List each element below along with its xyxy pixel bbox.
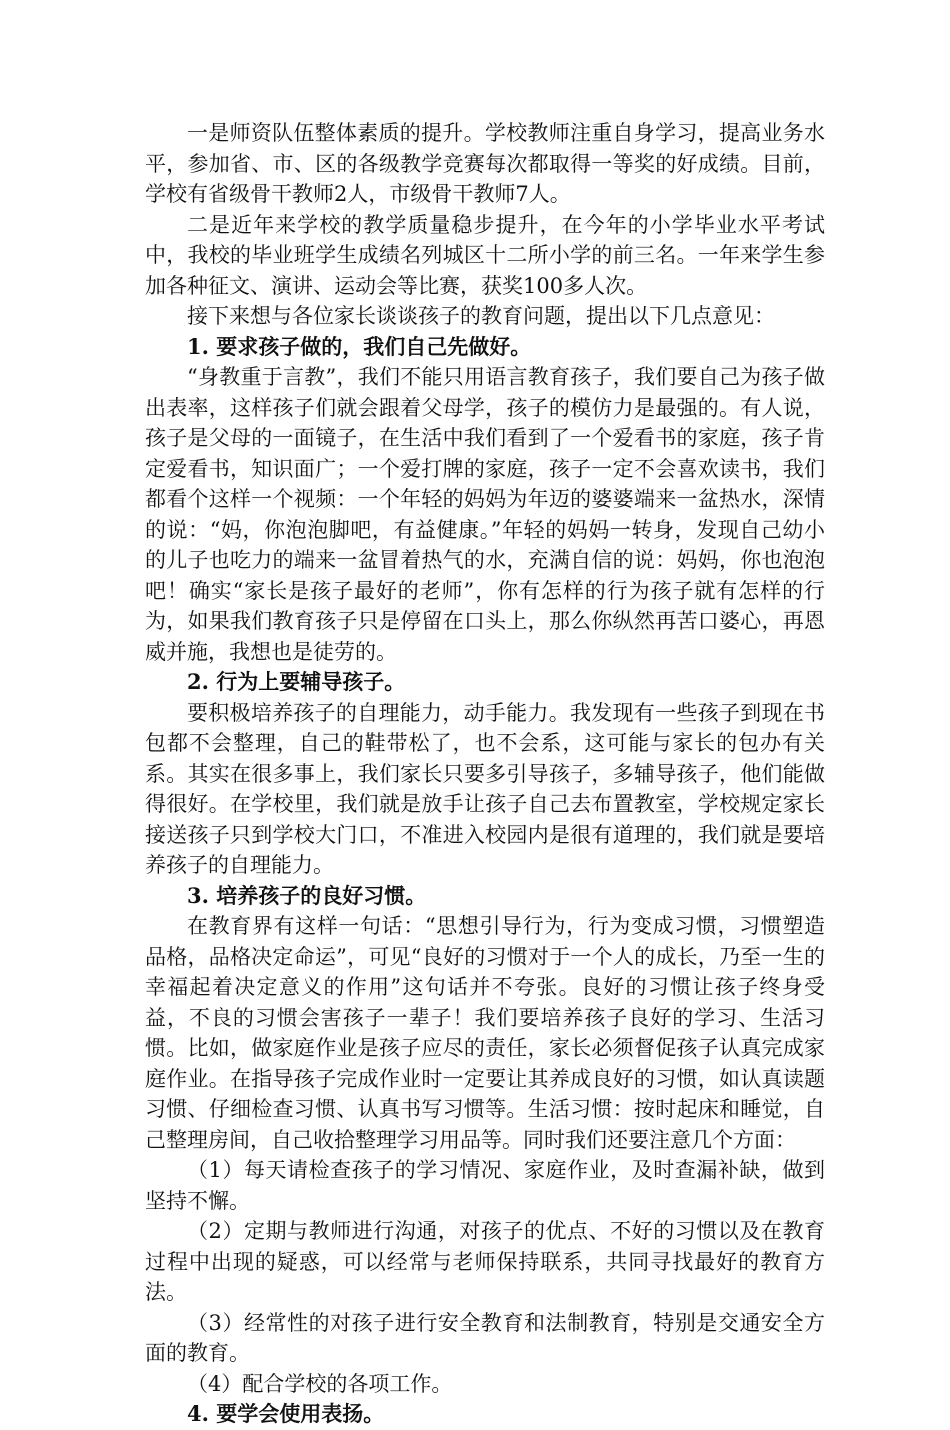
heading-3: 3. 培养孩子的良好习惯。 xyxy=(187,882,427,908)
paragraph-5: 要积极培养孩子的自理能力，动手能力。我发现有一些孩子到现在书包都不会整理，自己的鞋带松了，也不会系，这可能与家长的包办有关系。其实在很多事上，我们家长只要多引导孩子，多辅导孩子，他们能做得很好。在学校里，我们就是放手让孩子自己去布置教室，学校规定家长接送孩子只到学校大门口，不准进入校园内是很有道理的，我们就是要培养孩子的自理能力。 xyxy=(145,700,825,877)
list-item-2: （2）定期与教师进行沟通，对孩子的优点、不好的习惯以及在教育过程中出现的疑惑，可以经常与老师保持联系，共同寻找最好的教育方法。 xyxy=(145,1219,825,1304)
paragraph-3: 接下来想与各位家长谈谈孩子的教育问题，提出以下几点意见： xyxy=(187,304,775,328)
heading-2: 2. 行为上要辅导孩子。 xyxy=(187,669,406,694)
document-body xyxy=(145,118,825,1430)
heading-1: 1. 要求孩子做的，我们自己先做好。 xyxy=(187,333,532,359)
list-item-1: （1）每天请检查孩子的学习情况、家庭作业，及时查漏补缺，做到坚持不懈。 xyxy=(145,1158,825,1213)
paragraph-4: “身教重于言教”，我们不能只用语言教育孩子，我们要自己为孩子做出表率，这样孩子们就会跟着父母学，孩子的模仿力是最强的。有人说，孩子是父母的一面镜子，在生活中我们看到了一个爱看书的家庭，孩子肯定爱看书，知识面广；一个爱打牌的家庭，孩子一定不会喜欢读书，我们都看个这样一个视频：一个年轻的妈妈为年迈的婆婆端来一盆热水，深情的说：“妈，你泡泡脚吧，有益健康。”年轻的妈妈一转身，发现自己幼小的儿子也吃力的端来一盆冒着热气的水，充满自信的说：妈妈，你也泡泡吧！确实“家长是孩子最好的老师”，你有怎样的行为孩子就有怎样的行为，如果我们教育孩子只是停留在口头上，那么你纵然再苦口婆心，再恩威并施，我想也是徒劳的。 xyxy=(145,365,825,664)
heading-4: 4. 要学会使用表扬。 xyxy=(187,1401,385,1426)
list-item-3: （3）经常性的对孩子进行安全教育和法制教育，特别是交通安全方面的教育。 xyxy=(145,1310,825,1365)
paragraph-1: 一是师资队伍整体素质的提升。学校教师注重自身学习，提高业务水平，参加省、市、区的各级教学竞赛每次都取得一等奖的好成绩。目前，学校有省级骨干教师2人，市级骨干教师7人。 xyxy=(145,121,825,206)
paragraph-2: 二是近年来学校的教学质量稳步提升，在今年的小学毕业水平考试中，我校的毕业班学生成绩名列城区十二所小学的前三名。一年来学生参加各种征文、演讲、运动会等比赛，获奖100多人次。 xyxy=(145,212,825,298)
list-item-4: （4）配合学校的各项工作。 xyxy=(187,1371,453,1396)
paragraph-6: 在教育界有这样一句话：“思想引导行为，行为变成习惯，习惯塑造品格，品格决定命运”，可见“良好的习惯对于一个人的成长，乃至一生的幸福起着决定意义的作用”这句话并不夸张。良好的习惯让孩子终身受益，不良的习惯会害孩子一辈子！我们要培养孩子良好的学习、生活习惯。比如，做家庭作业是孩子应尽的责任，家长必须督促孩子认真完成家庭作业。在指导孩子完成作业时一定要让其养成良好的习惯，如认真读题习惯、仔细检查习惯、认真书写习惯等。生活习惯：按时起床和睡觉，自己整理房间，自己收拾整理学习用品等。同时我们还要注意几个方面： xyxy=(145,914,825,1152)
